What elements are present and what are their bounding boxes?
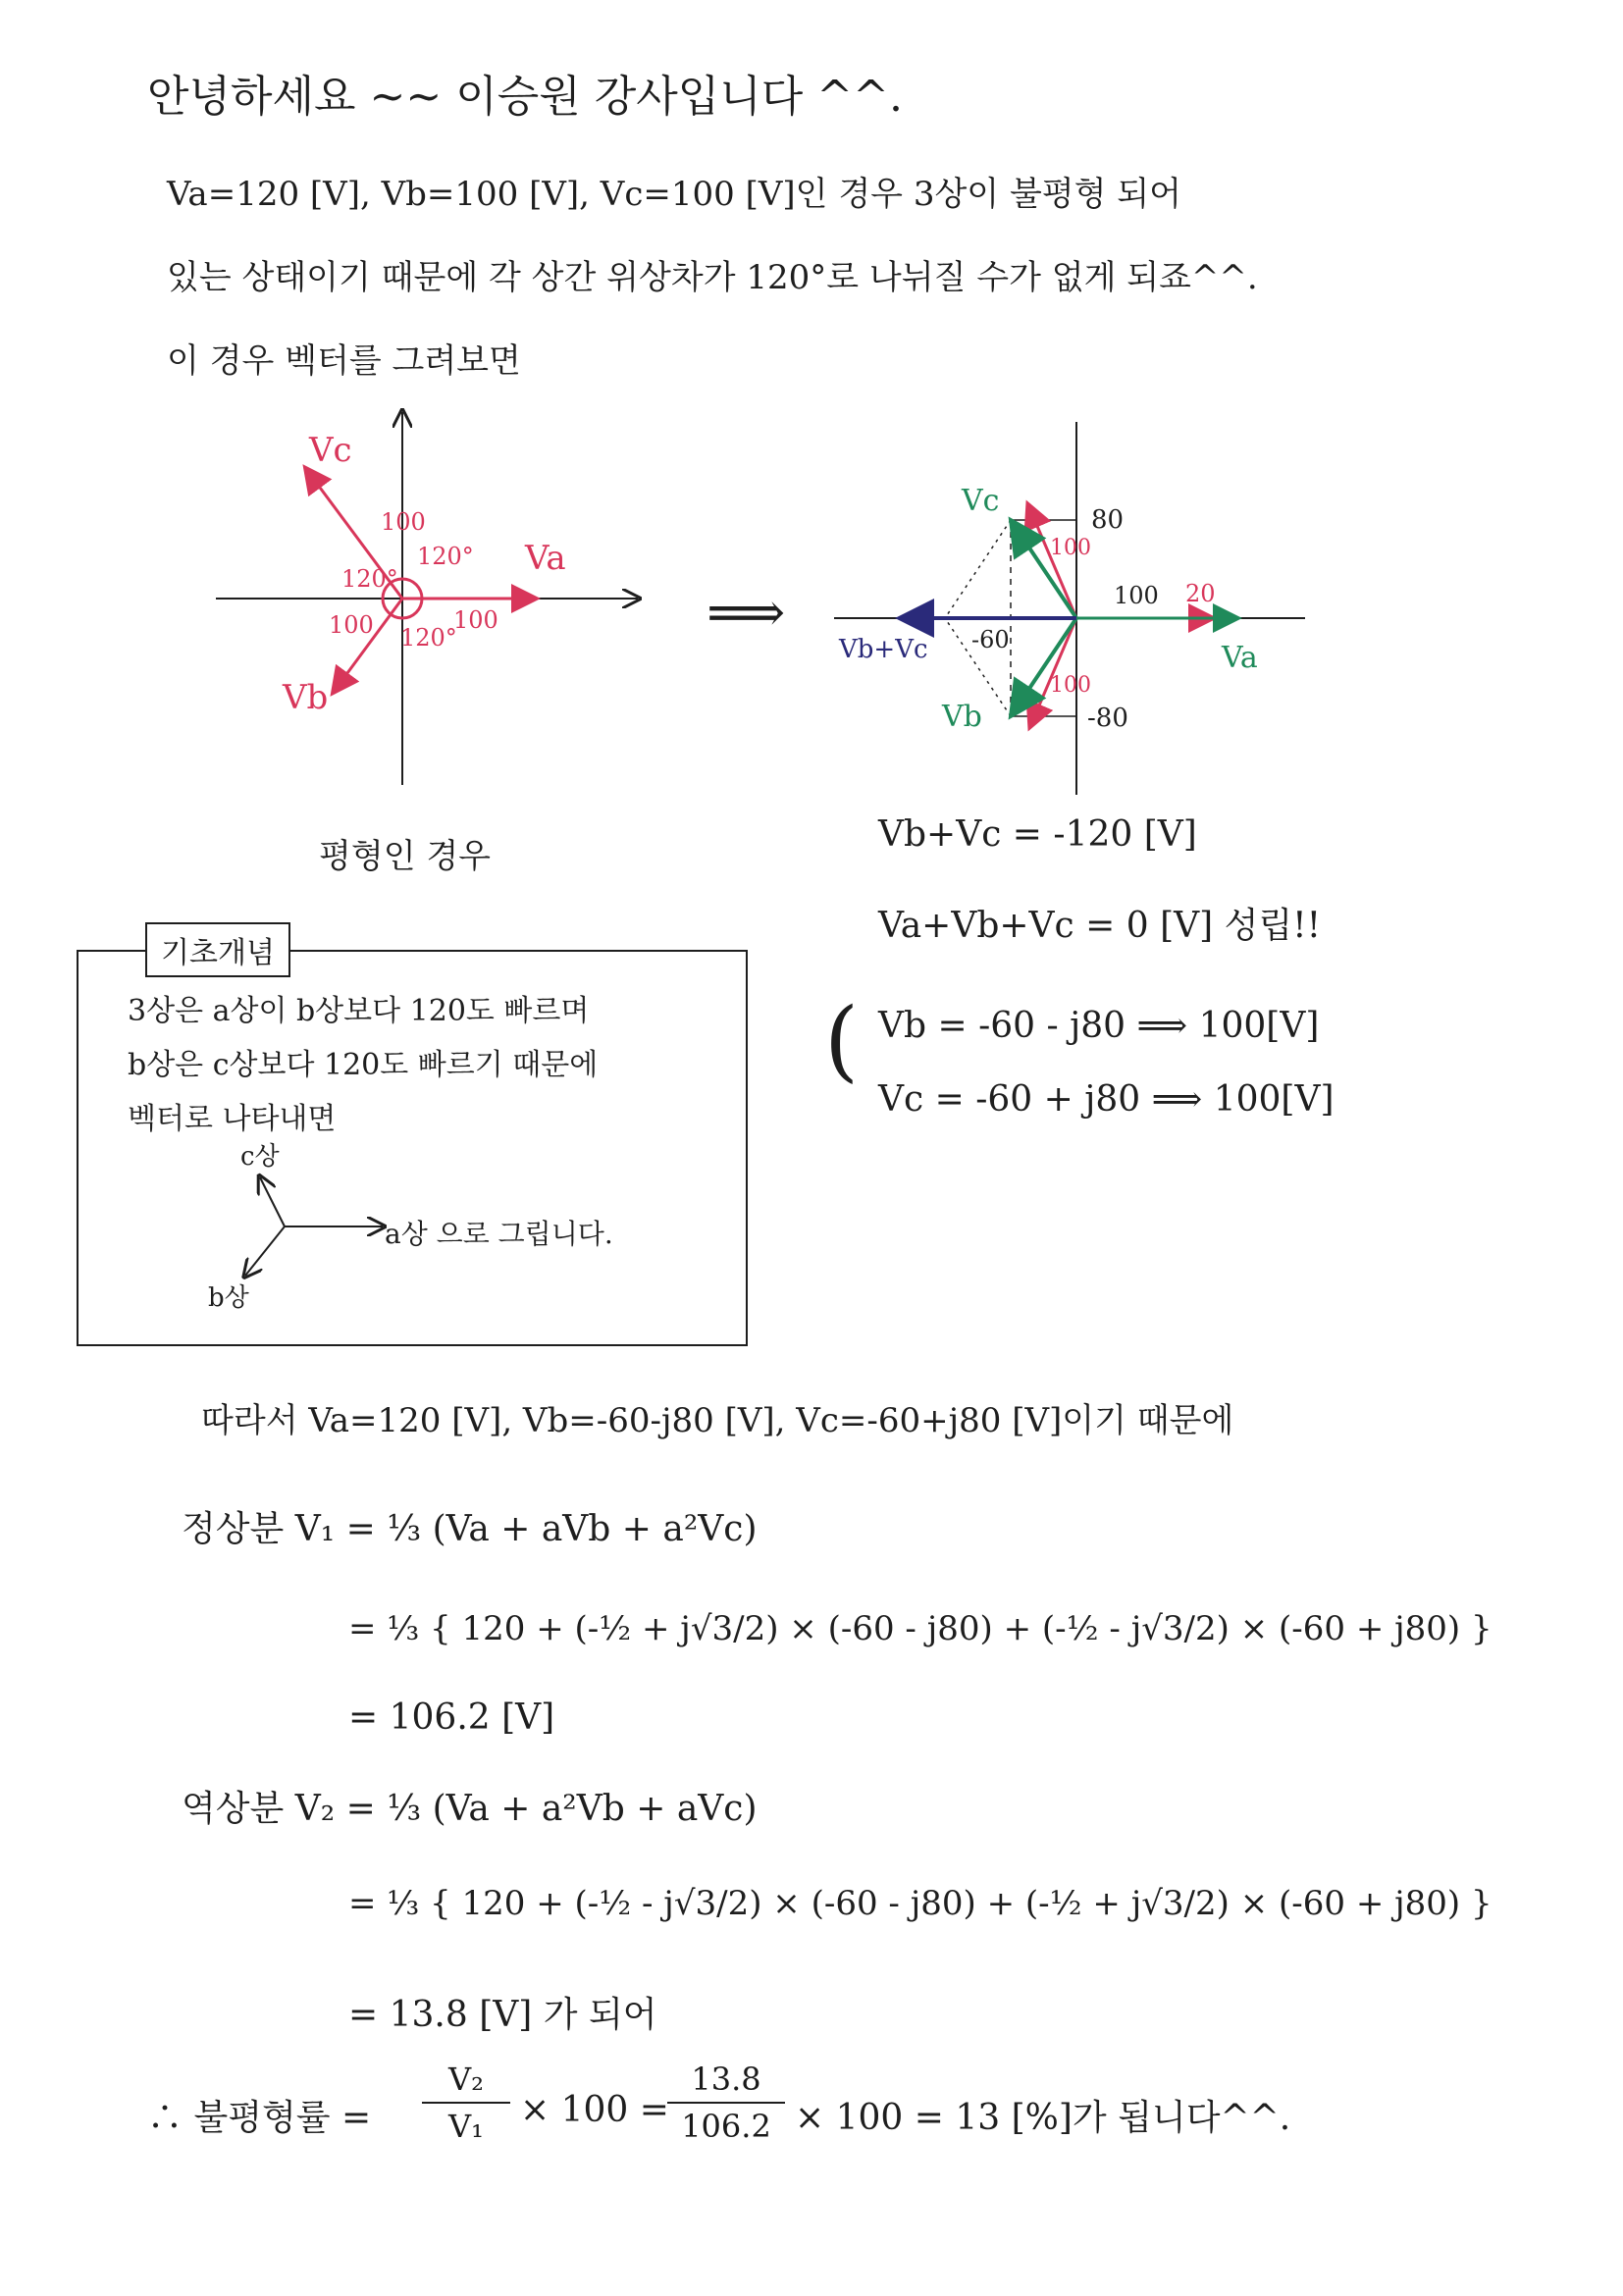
label-minus-80: -80 — [1087, 704, 1128, 733]
label-va-unbalanced: Va — [1222, 641, 1258, 675]
parallelogram-dotted-top — [945, 520, 1011, 618]
label-vb-balanced: Vb — [283, 678, 329, 717]
label-vc-balanced: Vc — [309, 431, 352, 470]
calc-negative-seq-formula: 역상분 V₂ = ⅓ (Va + a²Vb + aVc) — [182, 1789, 758, 1829]
vector-vc-original — [1028, 505, 1076, 618]
angle-top: 120° — [417, 543, 474, 570]
greeting-line: 안녕하세요 ~~ 이승원 강사입니다 ^^. — [147, 72, 903, 122]
calc-positive-seq-result: = 106.2 [V] — [348, 1697, 555, 1738]
intro-line-3: 이 경우 벡터를 그려보면 — [167, 341, 521, 381]
unbalanced-phasor-diagram — [824, 412, 1335, 805]
angle-bottom: 120° — [400, 624, 457, 652]
label-va-balanced: Va — [525, 539, 566, 578]
eq-vb-complex: Vb = -60 - j80 ⟹ 100[V] — [878, 1006, 1320, 1046]
concept-line-1: 3상은 a상이 b상보다 120도 빠르며 — [128, 994, 590, 1028]
intro-line-2: 있는 상태이기 때문에 각 상간 위상차가 120°로 나뉘질 수가 없게 되죠^^. — [167, 258, 1258, 297]
fraction-denominator: 106.2 — [681, 2108, 771, 2145]
concept-b-label: b상 — [208, 1283, 249, 1313]
times-100-first: × 100 = — [520, 2090, 669, 2130]
concept-box-title: 기초개념 — [145, 922, 290, 977]
label-vb-unbalanced: Vb — [942, 700, 982, 734]
fraction-numerator: 13.8 — [691, 2061, 761, 2098]
label-100-va: 100 — [1114, 582, 1159, 609]
angle-left: 120° — [341, 565, 398, 593]
brace-left: ( — [824, 989, 860, 1092]
label-minus-60: -60 — [971, 626, 1010, 653]
calc-negative-seq-result: = 13.8 [V] 가 되어 — [348, 1995, 657, 2035]
concept-c-arrow — [260, 1177, 285, 1226]
implies-arrow: ⟹ — [707, 581, 786, 645]
label-vb-plus-vc: Vb+Vc — [839, 635, 928, 664]
label-100-vb: 100 — [1050, 673, 1091, 698]
calc-positive-seq-expand: = ⅓ { 120 + (-½ + j√3/2) × (-60 - j80) + (-½ - j√3/2) × (-60 + j80) } — [348, 1609, 1492, 1648]
eq-vb-plus-vc: Vb+Vc = -120 [V] — [878, 814, 1197, 855]
balanced-caption: 평형인 경우 — [319, 837, 492, 876]
concept-c-label: c상 — [240, 1142, 280, 1172]
fraction-bar-2 — [667, 2102, 785, 2104]
eq-vc-complex: Vc = -60 + j80 ⟹ 100[V] — [878, 1079, 1335, 1120]
intro-line-1: Va=120 [V], Vb=100 [V], Vc=100 [V]인 경우 3상이 불평형 되어 — [167, 175, 1181, 214]
vector-vb-original — [1030, 618, 1076, 726]
concept-a-label: a상 으로 그립니다. — [385, 1218, 613, 1250]
label-vc-unbalanced: Vc — [962, 484, 1000, 518]
vector-vb-green — [1013, 618, 1076, 713]
calc-negative-seq-expand: = ⅓ { 120 + (-½ - j√3/2) × (-60 - j80) + (-½ + j√3/2) × (-60 + j80) } — [348, 1884, 1492, 1923]
label-plus-80: 80 — [1091, 505, 1125, 535]
fraction-bar-1 — [422, 2102, 510, 2104]
magnitude-vb: 100 — [329, 611, 374, 639]
balanced-phasor-diagram — [196, 392, 687, 805]
calc-line-therefore: 따라서 Va=120 [V], Vb=-60-j80 [V], Vc=-60+j80 [V]이기 때문에 — [201, 1401, 1234, 1440]
unbalance-ratio-label: ∴ 불평형률 = — [147, 2098, 372, 2138]
magnitude-va: 100 — [453, 606, 498, 634]
label-20: 20 — [1185, 580, 1216, 607]
concept-b-arrow — [245, 1226, 285, 1276]
magnitude-vc: 100 — [381, 508, 426, 536]
concept-line-3: 벡터로 나타내면 — [128, 1102, 337, 1136]
fraction-v1: V₁ — [448, 2108, 484, 2145]
eq-sum-zero: Va+Vb+Vc = 0 [V] 성립!! — [878, 906, 1322, 946]
fraction-numeric — [667, 2061, 785, 2145]
final-result: × 100 = 13 [%]가 됩니다^^. — [795, 2098, 1291, 2138]
calc-positive-seq-formula: 정상분 V₁ = ⅓ (Va + aVb + a²Vc) — [182, 1509, 758, 1549]
fraction-v2: V₂ — [448, 2061, 484, 2098]
label-100-vc: 100 — [1050, 536, 1091, 560]
concept-line-2: b상은 c상보다 120도 빠르기 때문에 — [128, 1048, 599, 1082]
fraction-v2-v1 — [422, 2061, 510, 2145]
